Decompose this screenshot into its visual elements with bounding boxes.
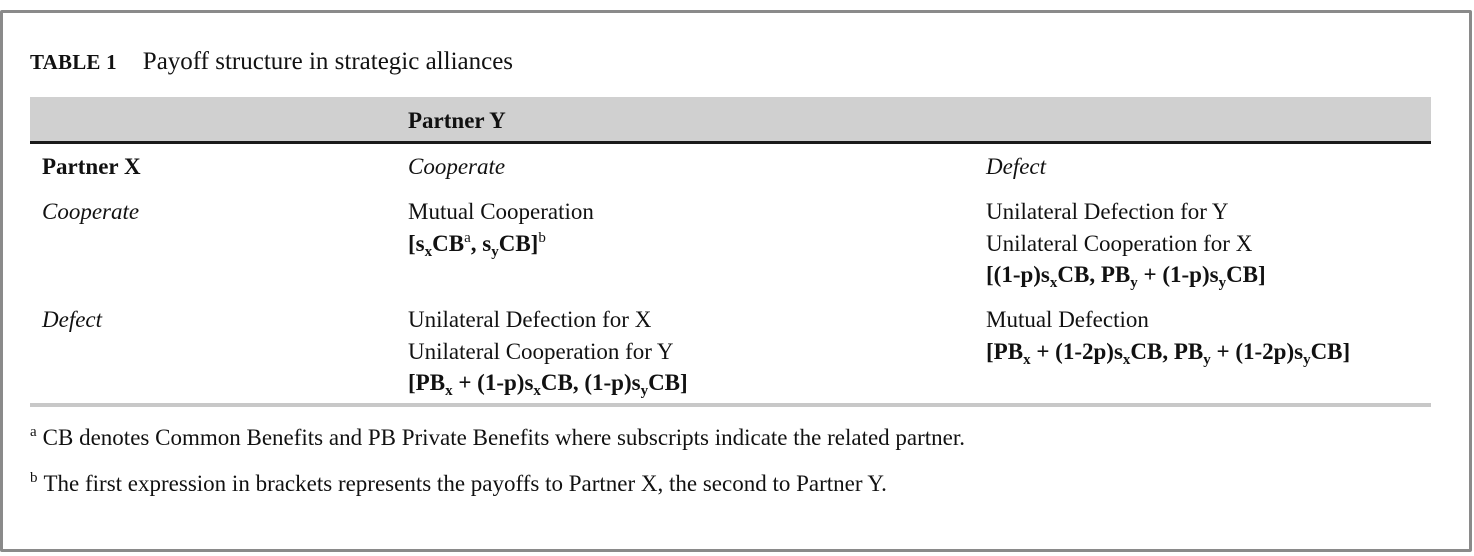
outcome-label: Unilateral Cooperation for X — [986, 230, 1253, 256]
column-group-header: Partner Y — [408, 108, 506, 133]
cell-coop-defect — [986, 196, 1266, 291]
table-caption — [30, 48, 513, 76]
payoff-expression: [$(1-p)s_xCB$, $PB_y + (1-p)s_yCB$] — [986, 262, 1266, 291]
footnote-mark: a — [30, 424, 37, 440]
outcome-label: Unilateral Cooperation for Y — [408, 338, 674, 364]
col-header-cooperate: Cooperate — [408, 154, 506, 179]
outcome-label: Unilateral Defection for Y — [986, 199, 1229, 224]
row-label-cooperate: Cooperate — [42, 199, 140, 224]
table-label: TABLE 1 — [30, 50, 117, 74]
footnote-a — [30, 425, 965, 451]
payoff-expression: [$s_xCB^a$, $s_yCB]^b$ — [408, 229, 546, 260]
table-title: Payoff structure in strategic alliances — [142, 48, 514, 75]
footnote-text: CB denotes Common Benefits and PB Private Benefits where subscripts indicate the related partner. — [42, 425, 966, 450]
cell-defect-coop — [408, 304, 688, 399]
outcome-label: Unilateral Defection for X — [408, 307, 652, 332]
header-band — [30, 97, 1431, 144]
footnote-b — [30, 471, 887, 497]
outcome-label: Mutual Cooperation — [408, 199, 594, 224]
payoff-expression: [$PB_x + (1-p)s_xCB$, $(1-p)s_yCB$] — [408, 370, 688, 399]
footnote-text: The first expression in brackets represents the payoffs to Partner X, the second to Partner Y. — [43, 471, 887, 496]
col-header-defect: Defect — [986, 154, 1047, 179]
footnote-mark: b — [30, 470, 38, 486]
outcome-label: Mutual Defection — [986, 307, 1149, 332]
payoff-expression: [$PB_x + (1-2p)s_xCB$, $PB_y + (1-2p)s_yCB$] — [986, 338, 1351, 368]
table-bottom-rule — [30, 403, 1431, 407]
row-header-partner-x: Partner X — [42, 154, 141, 179]
cell-coop-coop — [408, 196, 594, 259]
cell-defect-defect — [986, 304, 1350, 367]
row-label-defect: Defect — [42, 307, 103, 332]
